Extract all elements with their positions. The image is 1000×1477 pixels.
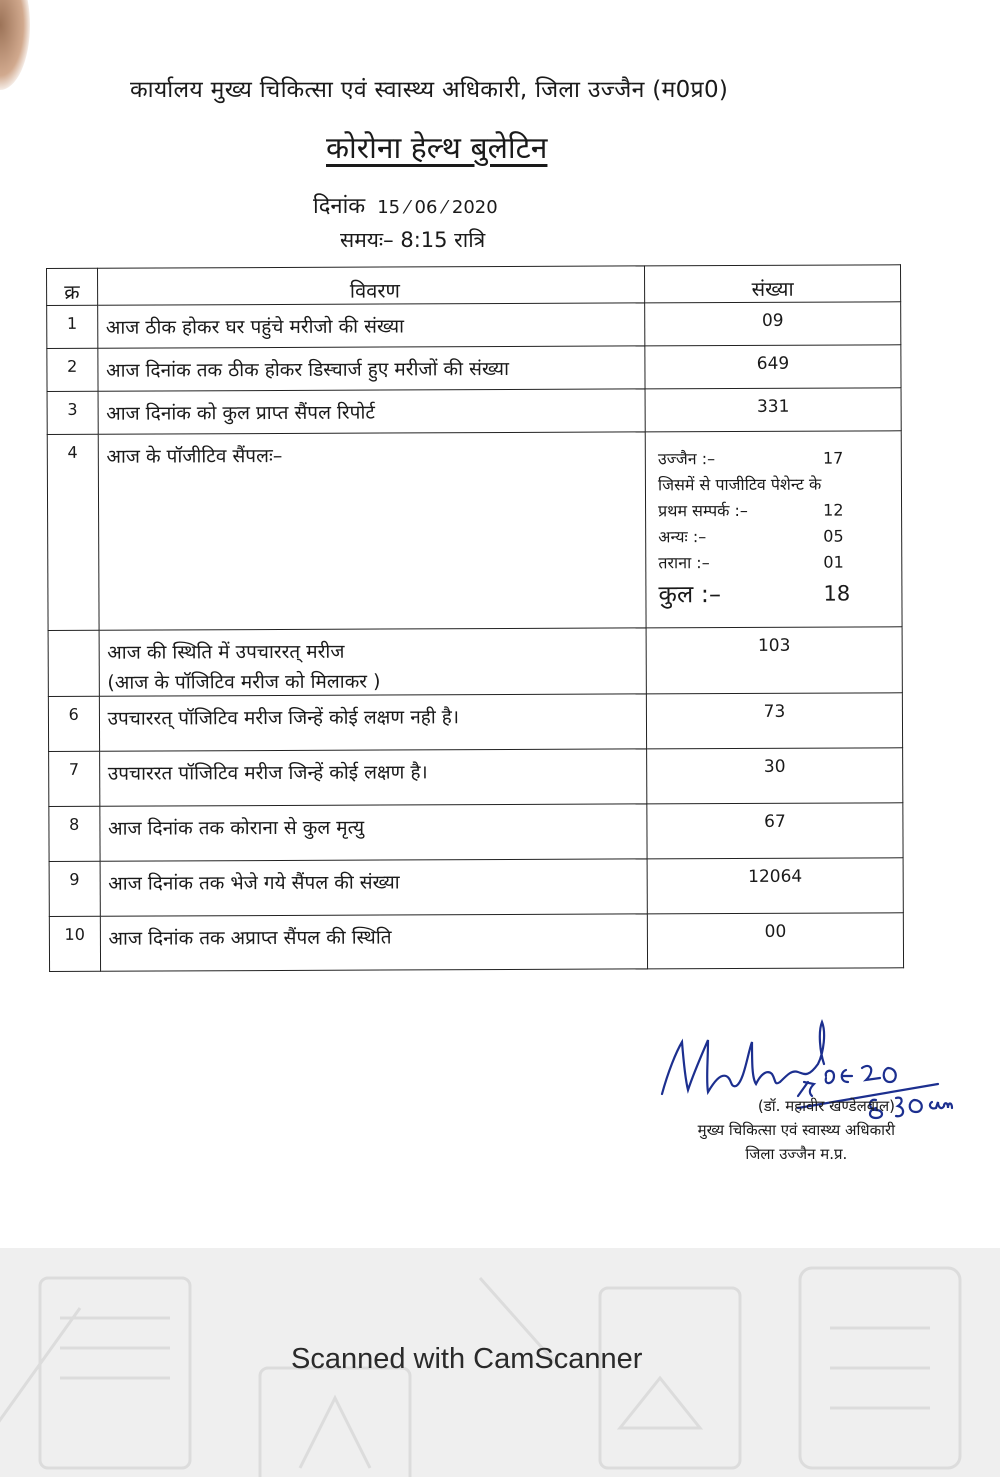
date-label: दिनांक [313,194,366,219]
signatory-block [698,1094,895,1166]
tarana-value: 01 [823,552,844,572]
row-sno: 1 [66,313,78,333]
table-row [48,693,902,752]
row-description: आज ठीक होकर घर पहुंचे मरीजो की संख्या [105,315,405,339]
row-description: उपचाररत् पॉजिटिव मरीज जिन्हें कोई लक्षण नही है। [107,706,460,730]
table-row [47,302,901,349]
table-header-row [47,265,901,306]
row-count: 73 [763,701,786,722]
table-row [49,803,903,862]
row-sno: 7 [68,759,80,779]
table-row [47,431,902,631]
row-count: 331 [756,396,790,417]
ujjain-label: उज्जैन :– [657,449,716,469]
row-count: 30 [763,756,786,777]
bulletin-title: कोरोना हेल्थ बुलेटिन [326,131,548,166]
table-row [48,627,902,697]
table-row [49,858,903,917]
table-row [49,748,903,807]
bulletin-table [46,264,904,972]
ujjain-value: 17 [822,448,844,468]
row-description: उपचाररत पॉजिटिव मरीज जिन्हें कोई लक्षण है। [107,761,428,785]
time-line: समयः– 8:15 रात्रि [340,228,486,252]
total-value: 18 [823,581,851,606]
camscanner-watermark: Scanned with CamScanner [291,1343,643,1375]
row-sno: 2 [67,356,78,376]
signatory-location: जिला उज्जैन म.प्र. [745,1145,848,1163]
header-description: विवरण [97,266,645,305]
other-value: 05 [823,526,844,546]
row-description: आज दिनांक तक कोराना से कुल मृत्यु [107,816,365,840]
row-sno: 6 [68,704,79,724]
row-description-line1: आज की स्थिति में उपचाररत् मरीज [107,640,345,664]
breakdown-note: जिसमें से पाजीटिव पेशेन्ट के [657,474,822,495]
row-count: 09 [761,310,784,331]
row-description: आज दिनांक तक अप्राप्त सैंपल की स्थिति [108,926,392,950]
other-label: अन्यः :– [658,527,707,547]
positive-breakdown [646,431,902,609]
header-count: संख्या [645,265,901,303]
row-count: 649 [756,353,790,374]
total-label: कुल :– [658,580,721,609]
row-sno: 8 [69,814,80,834]
row-description: आज के पॉजीटिव सैंपलः– [106,444,283,468]
row-description: आज दिनांक तक ठीक होकर डिस्चार्ज हुए मरीजों की संख्या [105,357,510,382]
tarana-label: तराना :– [658,553,710,573]
contact-value: 12 [823,500,844,520]
table-row [49,913,903,972]
row-count: 103 [757,635,791,656]
row-count: 67 [764,811,786,832]
contact-label: प्रथम सम्पर्क :– [658,500,748,521]
row-description: आज दिनांक को कुल प्राप्त सैंपल रिपोर्ट [106,401,376,425]
header-sno: क्र [47,268,98,305]
row-sno: 10 [64,924,85,944]
table-row [47,388,901,435]
office-heading: कार्यालय मुख्य चिकित्सा एवं स्वास्थ्य अधिकारी, जिला उज्जैन (म0प्र0) [130,77,729,103]
row-count: 00 [764,921,787,942]
signatory-designation: मुख्य चिकित्सा एवं स्वास्थ्य अधिकारी [697,1121,895,1139]
signatory-name: (डॉ. महावीर खण्डेलवाल) [757,1097,895,1115]
table-row [47,345,901,392]
row-description-line2: (आज के पॉजिटिव मरीज को मिलाकर ) [107,670,381,694]
row-sno: 3 [67,399,78,419]
row-description: आज दिनांक तक भेजे गये सैंपल की संख्या [108,871,400,895]
date-value: 15 ⁄ 06 ⁄ 2020 [377,197,498,218]
row-sno: 4 [67,442,78,462]
row-sno: 9 [69,869,80,889]
finger-shadow [0,0,30,90]
row-count: 12064 [748,866,803,887]
date-line [313,190,498,220]
